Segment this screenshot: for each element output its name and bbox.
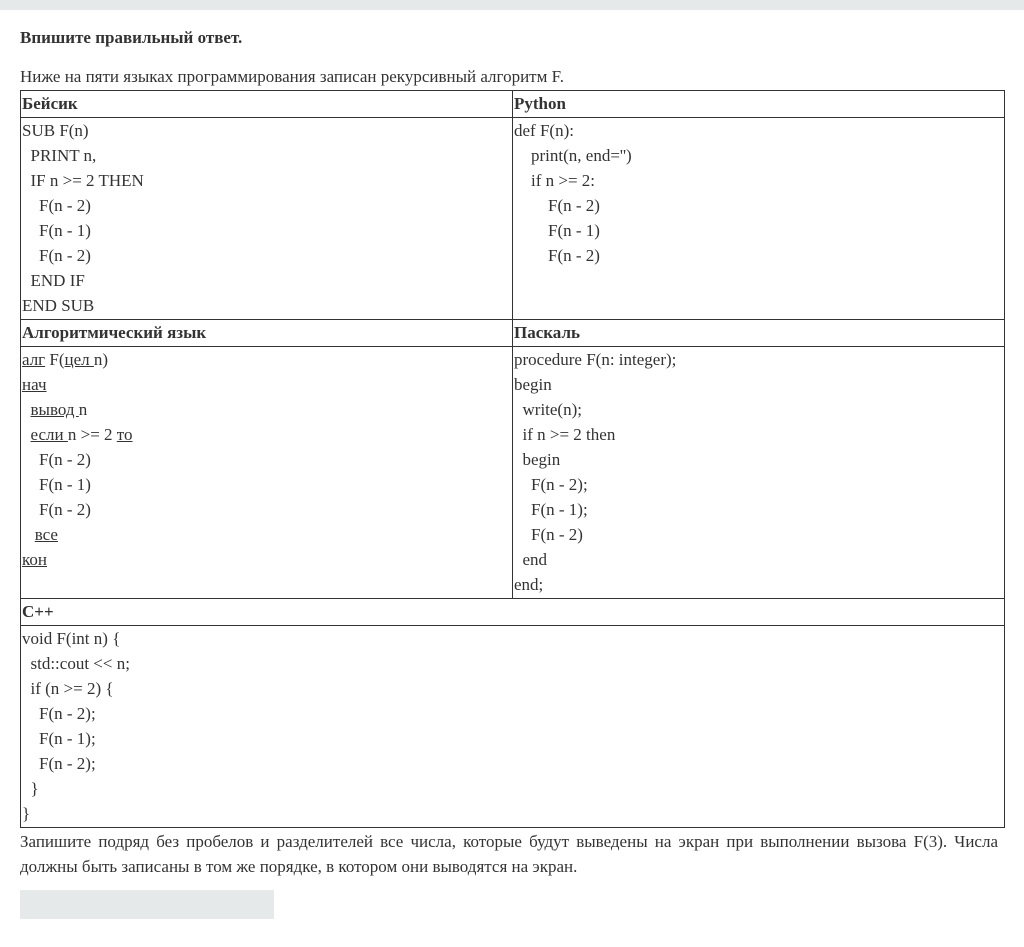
- code-line: END SUB: [22, 296, 95, 315]
- code-text: n >= 2: [67, 425, 117, 444]
- keyword: цел: [64, 350, 94, 369]
- code-line: PRINT n,: [22, 146, 97, 165]
- code-line: }: [22, 779, 39, 798]
- code-line: F(n - 2);: [22, 704, 96, 723]
- code-line: [22, 547, 512, 572]
- code-line: END IF: [22, 271, 85, 290]
- code-line: if n >= 2:: [514, 171, 596, 190]
- keyword: все: [34, 525, 58, 544]
- code-line: F(n - 2): [514, 246, 600, 265]
- code-line: print(n, end=''): [514, 146, 632, 165]
- code-line: def F(n):: [514, 121, 574, 140]
- python-code-cell: [513, 118, 1005, 320]
- code-line: [22, 372, 512, 397]
- code-line: std::cout << n;: [22, 654, 130, 673]
- basic-header: Бейсик: [21, 91, 513, 118]
- task-intro: Ниже на пяти языках программирования записан рекурсивный алгоритм F.: [20, 67, 564, 86]
- code-line: F(n - 1);: [514, 500, 588, 519]
- keyword: нач: [22, 375, 47, 394]
- code-line: SUB F(n): [22, 121, 89, 140]
- answer-input[interactable]: [20, 890, 274, 919]
- code-text: F(: [45, 350, 65, 369]
- code-line: F(n - 2);: [514, 475, 588, 494]
- code-line: F(n - 2): [514, 525, 583, 544]
- code-line: }: [22, 804, 31, 823]
- keyword: кон: [22, 550, 47, 569]
- python-header: Python: [513, 91, 1005, 118]
- code-line: F(n - 2): [22, 500, 91, 519]
- cpp-header: C++: [21, 599, 1005, 626]
- code-text: n): [93, 350, 109, 369]
- code-indent: [22, 400, 31, 419]
- code-line: F(n - 1): [514, 221, 600, 240]
- code-line: [22, 347, 512, 372]
- keyword: алг: [22, 350, 46, 369]
- keyword: если: [30, 425, 68, 444]
- code-line: begin: [514, 375, 552, 394]
- code-line: F(n - 2);: [22, 754, 96, 773]
- code-line: F(n - 1): [22, 221, 91, 240]
- code-line: write(n);: [514, 400, 582, 419]
- code-line: [22, 522, 512, 547]
- code-line: end: [514, 550, 548, 569]
- keyword: то: [116, 425, 133, 444]
- code-line: F(n - 2): [22, 450, 91, 469]
- code-line: void F(int n) {: [22, 629, 121, 648]
- cpp-code: [22, 626, 1004, 826]
- code-line: F(n - 2): [22, 246, 91, 265]
- code-line: procedure F(n: integer);: [514, 350, 677, 369]
- code-table: [20, 90, 1005, 828]
- algo-header: Алгоритмический язык: [21, 320, 513, 347]
- code-text: n: [78, 400, 88, 419]
- code-line: [22, 422, 512, 447]
- code-line: F(n - 2): [22, 196, 91, 215]
- cpp-code-cell: [21, 626, 1005, 828]
- code-line: F(n - 1);: [22, 729, 96, 748]
- code-indent: [22, 425, 31, 444]
- keyword: вывод: [30, 400, 79, 419]
- pascal-code-cell: [513, 347, 1005, 599]
- pascal-header: Паскаль: [513, 320, 1005, 347]
- algo-code-cell: [21, 347, 513, 599]
- algo-code: [22, 347, 512, 572]
- code-line: [22, 397, 512, 422]
- python-code: [514, 118, 1004, 268]
- instruction-heading: Впишите правильный ответ.: [20, 28, 243, 47]
- top-bar: [0, 0, 1024, 10]
- basic-code-cell: [21, 118, 513, 320]
- question-text: Запишите подряд без пробелов и разделителей все числа, которые будут выведены на экран при выполнении вызова F(3). Числа должны быть записаны в том же порядке, в котором они выводятся на экран.: [20, 832, 998, 876]
- code-line: begin: [514, 450, 561, 469]
- code-line: F(n - 1): [22, 475, 91, 494]
- basic-code: [22, 118, 512, 318]
- code-line: F(n - 2): [514, 196, 600, 215]
- code-indent: [22, 525, 35, 544]
- code-line: end;: [514, 575, 544, 594]
- code-line: if (n >= 2) {: [22, 679, 114, 698]
- pascal-code: [514, 347, 1004, 597]
- code-line: if n >= 2 then: [514, 425, 616, 444]
- code-line: IF n >= 2 THEN: [22, 171, 144, 190]
